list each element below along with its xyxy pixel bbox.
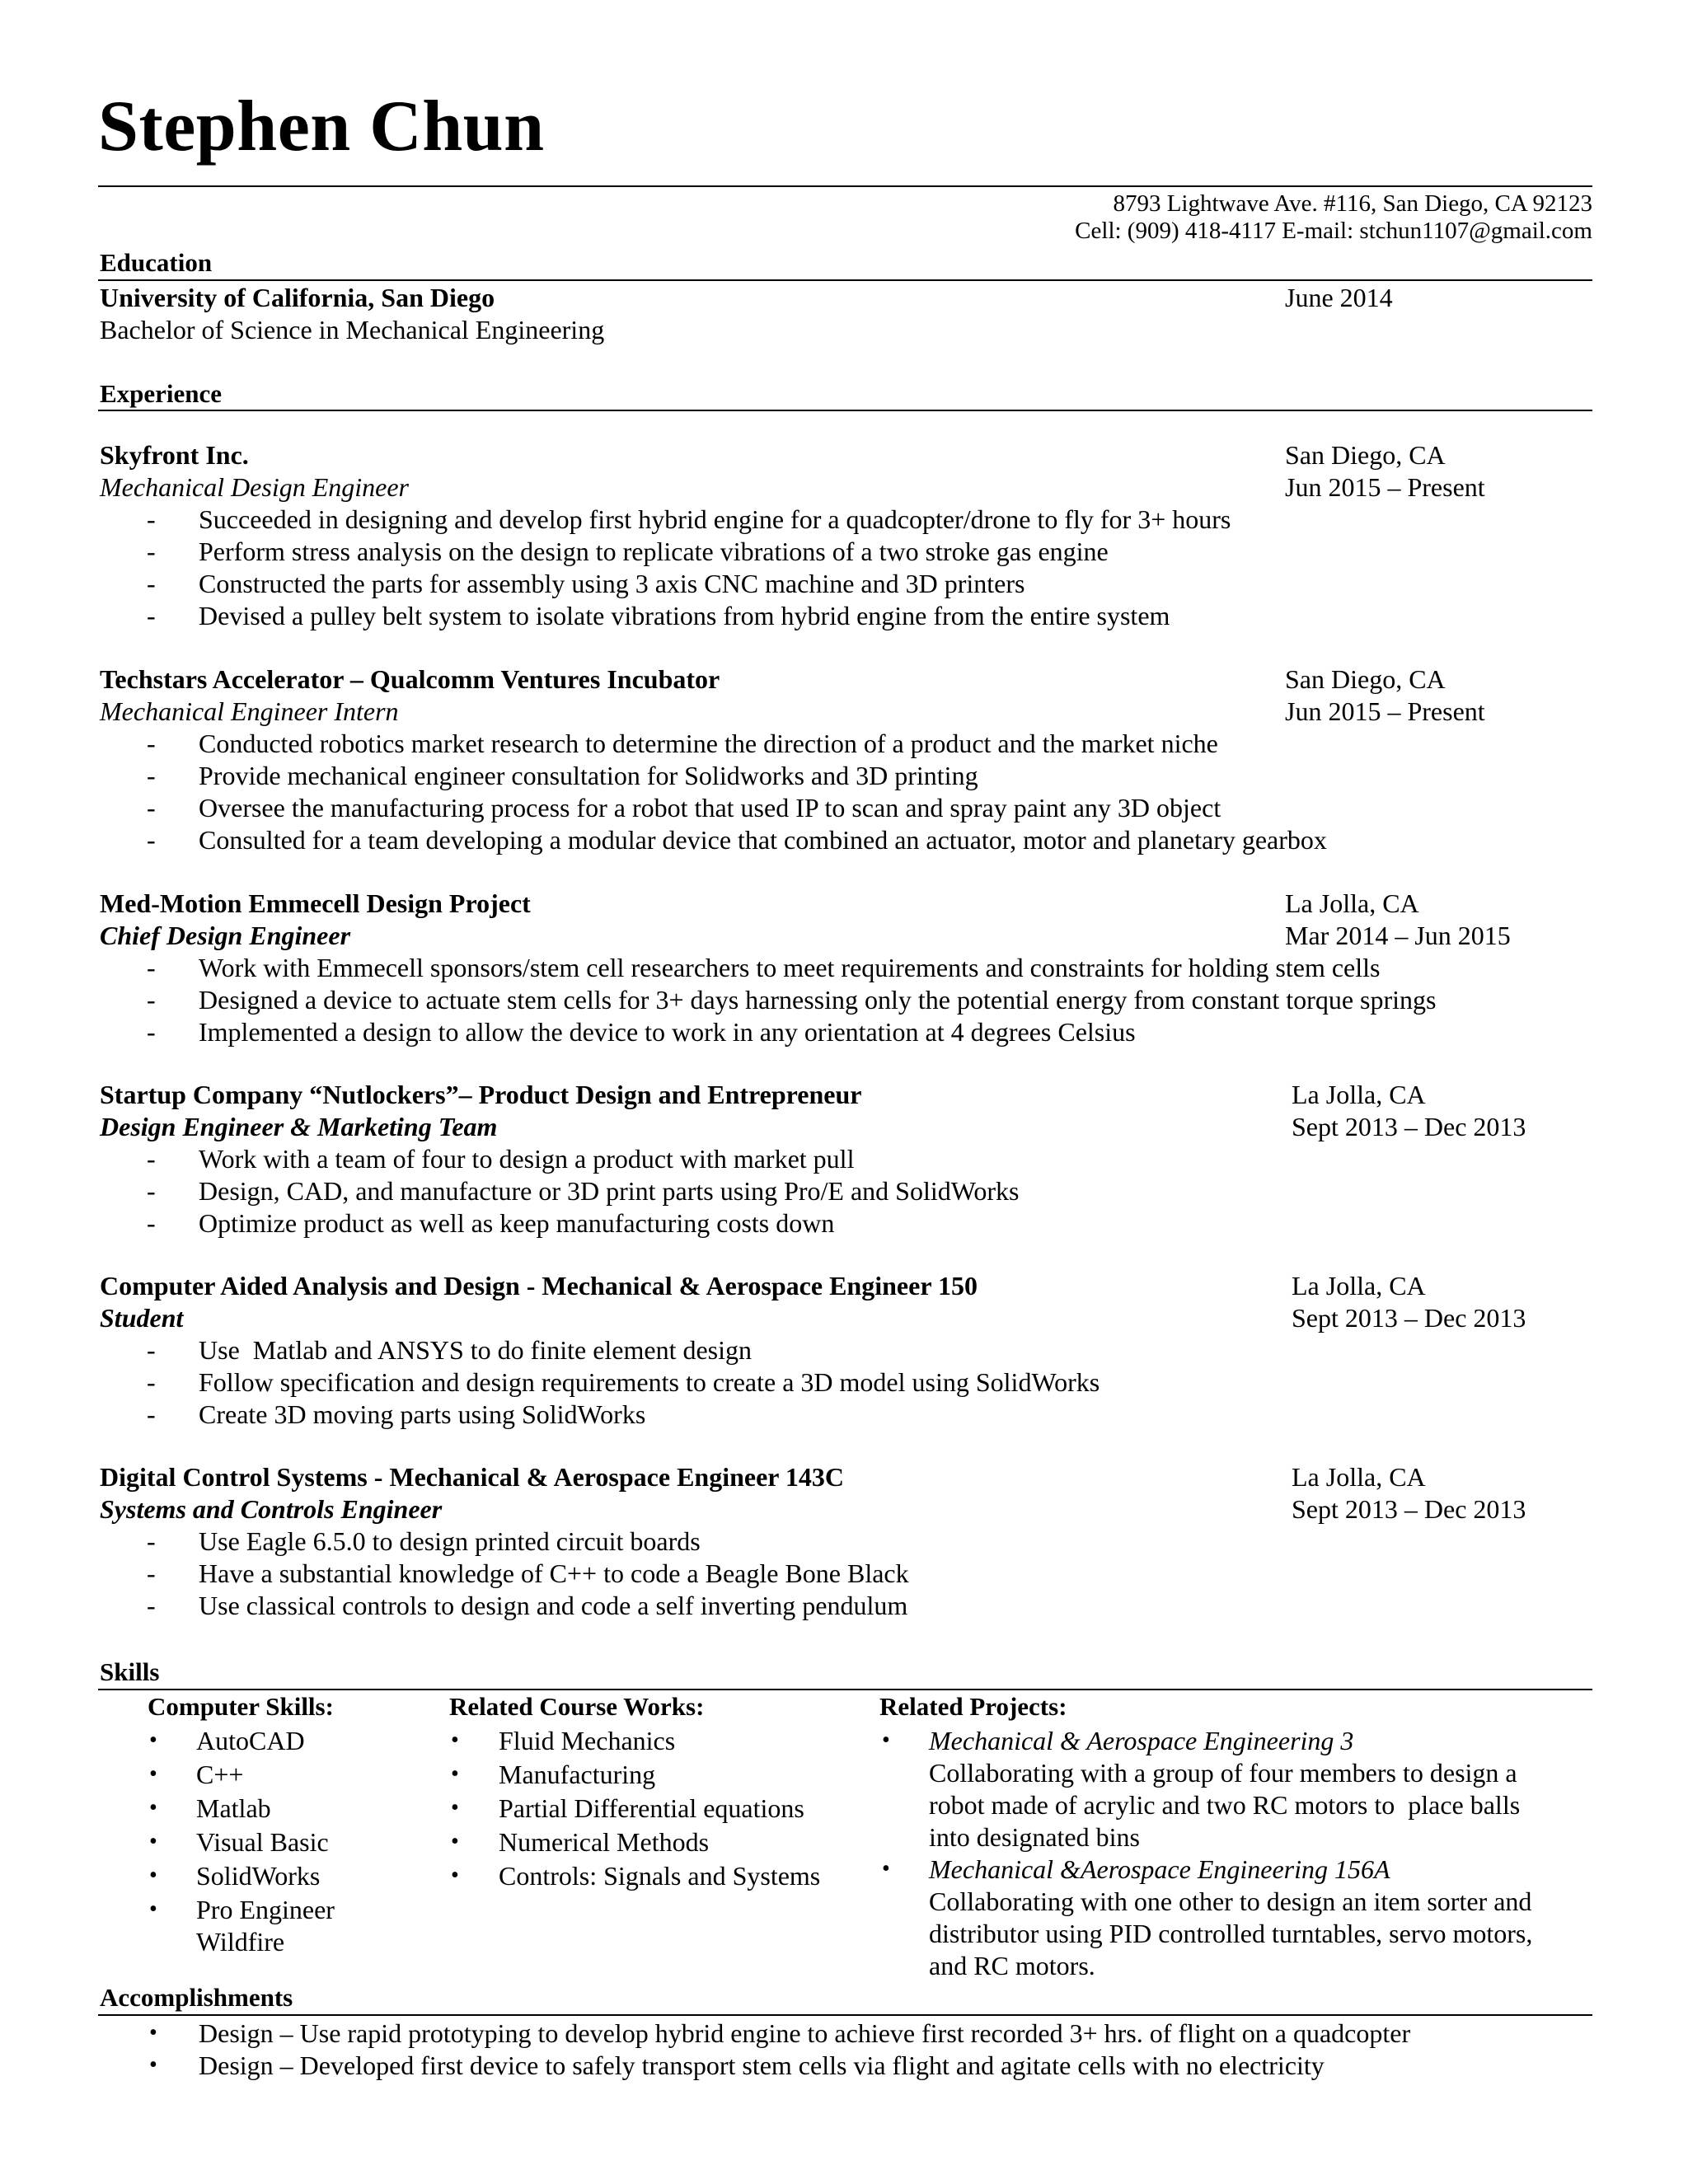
- project-line: Collaborating with one other to design an item sorter and: [929, 1886, 1532, 1916]
- job-bullet: Use Matlab and ANSYS to do finite element design: [199, 1335, 753, 1365]
- bullet-dash: -: [147, 569, 156, 598]
- job-dates: Sept 2013 – Dec 2013: [1292, 1494, 1526, 1524]
- job-org: Techstars Accelerator – Qualcomm Ventures Incubator: [100, 664, 720, 694]
- computer-skill: SolidWorks: [196, 1861, 321, 1891]
- job-bullet: Devised a pulley belt system to isolate vibrations from hybrid engine from the entire system: [199, 601, 1170, 630]
- job-role: Student: [100, 1303, 184, 1333]
- school-name: University of California, San Diego: [100, 283, 495, 312]
- job-org: Digital Control Systems - Mechanical & Aerospace Engineer 143C: [100, 1462, 845, 1492]
- bullet-dash: -: [147, 761, 156, 790]
- experience-rule: [98, 410, 1592, 411]
- address-line: 8793 Lightwave Ave. #116, San Diego, CA 92123: [1113, 190, 1592, 217]
- graduation-date: June 2014: [1285, 283, 1393, 312]
- computer-skill: C++: [196, 1760, 244, 1789]
- job-bullet: Succeeded in designing and develop first hybrid engine for a quadcopter/drone to fly for 3+ hours: [199, 504, 1231, 534]
- job-bullet: Use classical controls to design and code a self inverting pendulum: [199, 1591, 908, 1620]
- bullet-dash: -: [147, 1208, 156, 1238]
- accomplishments-heading: Accomplishments: [100, 1983, 293, 2012]
- bullet-dot: •: [149, 1727, 157, 1753]
- bullet-dot: •: [451, 1863, 459, 1888]
- job-bullet: Work with a team of four to design a product with market pull: [199, 1144, 855, 1174]
- computer-skill: Visual Basic: [196, 1827, 329, 1857]
- bullet-dash: -: [147, 1017, 156, 1047]
- bullet-dot: •: [451, 1761, 459, 1787]
- job-dates: Jun 2015 – Present: [1285, 696, 1485, 726]
- accomplishment-item: Design – Developed first device to safely transport stem cells via flight and agitate cells with no electricity: [199, 2050, 1325, 2080]
- job-bullet: Consulted for a team developing a modular device that combined an actuator, motor and planetary gearbox: [199, 825, 1327, 855]
- bullet-dash: -: [147, 1144, 156, 1174]
- job-bullet: Constructed the parts for assembly using 3 axis CNC machine and 3D printers: [199, 569, 1025, 598]
- computer-skill: Matlab: [196, 1793, 271, 1823]
- project-line: Collaborating with a group of four members to design a: [929, 1758, 1517, 1788]
- job-org: Computer Aided Analysis and Design - Mechanical & Aerospace Engineer 150: [100, 1271, 978, 1301]
- job-dates: Sept 2013 – Dec 2013: [1292, 1112, 1526, 1141]
- course-item: Manufacturing: [499, 1760, 656, 1789]
- bullet-dot: •: [149, 1896, 157, 1922]
- project-line: and RC motors.: [929, 1951, 1095, 1980]
- computer-skills-heading: Computer Skills:: [148, 1692, 334, 1721]
- job-bullet: Follow specification and design requirements to create a 3D model using SolidWorks: [199, 1367, 1100, 1397]
- bullet-dot: •: [882, 1856, 890, 1882]
- job-dates: Jun 2015 – Present: [1285, 472, 1485, 502]
- bullet-dash: -: [147, 537, 156, 566]
- header-rule: [98, 185, 1592, 187]
- bullet-dash: -: [147, 985, 156, 1015]
- course-item: Fluid Mechanics: [499, 1726, 676, 1755]
- job-dates: Sept 2013 – Dec 2013: [1292, 1303, 1526, 1333]
- bullet-dash: -: [147, 1176, 156, 1206]
- job-bullet: Provide mechanical engineer consultation for Solidworks and 3D printing: [199, 761, 978, 790]
- job-org: Med-Motion Emmecell Design Project: [100, 888, 531, 918]
- bullet-dot: •: [149, 1863, 157, 1888]
- course-item: Partial Differential equations: [499, 1793, 804, 1823]
- computer-skill: Wildfire: [196, 1927, 285, 1957]
- job-bullet: Have a substantial knowledge of C++ to code a Beagle Bone Black: [199, 1558, 909, 1588]
- computer-skill: Pro Engineer: [196, 1895, 335, 1924]
- job-role: Systems and Controls Engineer: [100, 1494, 443, 1524]
- bullet-dot: •: [149, 1795, 157, 1821]
- job-bullet: Conducted robotics market research to determine the direction of a product and the market niche: [199, 729, 1218, 758]
- bullet-dash: -: [147, 504, 156, 534]
- job-bullet: Design, CAD, and manufacture or 3D print parts using Pro/E and SolidWorks: [199, 1176, 1020, 1206]
- course-item: Controls: Signals and Systems: [499, 1861, 821, 1891]
- candidate-name: Stephen Chun: [98, 87, 545, 166]
- projects-heading: Related Projects:: [879, 1692, 1067, 1721]
- accomplishment-item: Design – Use rapid prototyping to develop hybrid engine to achieve first recorded 3+ hrs. of flight on a quadcopter: [199, 2018, 1411, 2048]
- job-role: Design Engineer & Marketing Team: [100, 1112, 498, 1141]
- bullet-dot: •: [882, 1727, 890, 1753]
- project-line: into designated bins: [929, 1822, 1140, 1852]
- bullet-dash: -: [147, 1526, 156, 1556]
- job-role: Mechanical Design Engineer: [100, 472, 409, 502]
- bullet-dot: •: [149, 2020, 157, 2046]
- bullet-dash: -: [147, 1591, 156, 1620]
- project-line: distributor using PID controlled turntables, servo motors,: [929, 1919, 1533, 1948]
- job-bullet: Work with Emmecell sponsors/stem cell researchers to meet requirements and constraints for holding stem cells: [199, 953, 1381, 982]
- project-name: Mechanical &Aerospace Engineering 156A: [929, 1854, 1390, 1884]
- job-location: La Jolla, CA: [1292, 1462, 1426, 1492]
- job-location: San Diego, CA: [1285, 440, 1446, 470]
- bullet-dash: -: [147, 1367, 156, 1397]
- job-role: Mechanical Engineer Intern: [100, 696, 399, 726]
- bullet-dash: -: [147, 1335, 156, 1365]
- job-bullet: Optimize product as well as keep manufacturing costs down: [199, 1208, 835, 1238]
- job-location: La Jolla, CA: [1285, 888, 1419, 918]
- job-bullet: Perform stress analysis on the design to replicate vibrations of a two stroke gas engine: [199, 537, 1109, 566]
- job-dates: Mar 2014 – Jun 2015: [1285, 921, 1511, 950]
- job-bullet: Oversee the manufacturing process for a robot that used IP to scan and spray paint any 3D object: [199, 793, 1221, 823]
- job-org: Skyfront Inc.: [100, 440, 249, 470]
- bullet-dash: -: [147, 729, 156, 758]
- job-location: La Jolla, CA: [1292, 1271, 1426, 1301]
- course-item: Numerical Methods: [499, 1827, 710, 1857]
- bullet-dash: -: [147, 601, 156, 630]
- job-bullet: Designed a device to actuate stem cells for 3+ days harnessing only the potential energy from constant torque springs: [199, 985, 1437, 1015]
- course-works-heading: Related Course Works:: [449, 1692, 705, 1721]
- job-bullet: Create 3D moving parts using SolidWorks: [199, 1399, 646, 1429]
- computer-skill: AutoCAD: [196, 1726, 305, 1755]
- bullet-dash: -: [147, 825, 156, 855]
- experience-heading: Experience: [100, 379, 223, 408]
- education-rule: [98, 279, 1592, 281]
- job-location: San Diego, CA: [1285, 664, 1446, 694]
- job-bullet: Use Eagle 6.5.0 to design printed circuit boards: [199, 1526, 701, 1556]
- contact-line: Cell: (909) 418-4117 E-mail: stchun1107@gmail.com: [1075, 218, 1592, 244]
- job-bullet: Implemented a design to allow the device to work in any orientation at 4 degrees Celsius: [199, 1017, 1136, 1047]
- accomplishments-rule: [98, 2014, 1592, 2016]
- education-heading: Education: [100, 248, 213, 277]
- bullet-dot: •: [451, 1795, 459, 1821]
- bullet-dash: -: [147, 793, 156, 823]
- bullet-dot: •: [149, 2052, 157, 2078]
- project-line: robot made of acrylic and two RC motors to place balls: [929, 1790, 1521, 1820]
- bullet-dot: •: [451, 1829, 459, 1854]
- bullet-dot: •: [149, 1761, 157, 1787]
- bullet-dot: •: [149, 1829, 157, 1854]
- project-name: Mechanical & Aerospace Engineering 3: [929, 1726, 1354, 1755]
- bullet-dot: •: [451, 1727, 459, 1753]
- job-role: Chief Design Engineer: [100, 921, 351, 950]
- degree: Bachelor of Science in Mechanical Engineering: [100, 315, 605, 344]
- bullet-dash: -: [147, 1558, 156, 1588]
- job-org: Startup Company “Nutlockers”– Product Design and Entrepreneur: [100, 1080, 862, 1109]
- skills-rule: [98, 1689, 1592, 1690]
- bullet-dash: -: [147, 1399, 156, 1429]
- job-location: La Jolla, CA: [1292, 1080, 1426, 1109]
- bullet-dash: -: [147, 953, 156, 982]
- skills-heading: Skills: [100, 1657, 160, 1686]
